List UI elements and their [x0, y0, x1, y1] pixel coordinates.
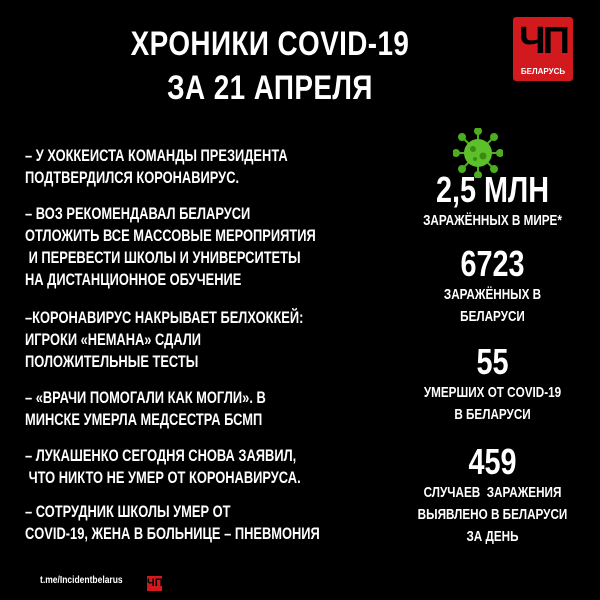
stat-label: ЗАРАЖЁННЫХ В	[443, 286, 542, 303]
logo-mark: ЧП	[518, 20, 567, 62]
news-line: – У ХОККЕИСТА КОМАНДЫ ПРЕЗИДЕНТА	[25, 147, 288, 165]
news-line: –КОРОНАВИРУС НАКРЫВАЕТ БЕЛХОККЕЙ:	[25, 309, 304, 327]
stat-label: БЕЛАРУСИ	[460, 308, 525, 325]
news-item	[25, 445, 306, 489]
news-line: ИГРОКИ «НЕМАНА» СДАЛИ	[25, 331, 202, 349]
stat-label: В БЕЛАРУСИ	[454, 406, 531, 423]
news-item	[25, 203, 316, 291]
stat-label: СЛУЧАЕВ ЗАРАЖЕНИЯ	[423, 484, 562, 501]
stat-block	[385, 342, 600, 426]
news-line: – ЛУКАШЕНКО СЕГОДНЯ СНОВА ЗАЯВИЛ,	[25, 447, 297, 465]
stat-value: 2,5 МЛН	[435, 169, 550, 210]
news-line: И ПЕРЕВЕСТИ ШКОЛЫ И УНИВЕРСИТЕТЫ	[25, 249, 301, 267]
footer-link[interactable]: t.me/Incidentbelarus	[40, 575, 123, 586]
brand-logo	[513, 17, 573, 81]
news-line: COVID-19, ЖЕНА В БОЛЬНИЦЕ – ПНЕВМОНИЯ	[25, 525, 320, 543]
footer-logo: ЧП	[147, 577, 163, 589]
stat-label: ВЫЯВЛЕНО В БЕЛАРУСИ	[417, 506, 568, 523]
stat-value: 459	[468, 441, 517, 482]
news-line: ОТЛОЖИТЬ ВСЕ МАССОВЫЕ МЕРОПРИЯТИЯ	[25, 227, 316, 245]
news-item	[25, 307, 306, 373]
news-line: МИНСКЕ УМЕРЛА МЕДСЕСТРА БСМП	[25, 411, 263, 429]
news-item	[25, 145, 306, 189]
stat-value: 6723	[460, 243, 525, 284]
news-line: ПОЛОЖИТЕЛЬНЫЕ ТЕСТЫ	[25, 353, 199, 371]
news-line: ПОДТВЕРДИЛСЯ КОРОНАВИРУС.	[25, 169, 240, 187]
logo-country: БЕЛАРУСЬ	[520, 67, 566, 76]
news-line: – СОТРУДНИК ШКОЛЫ УМЕР ОТ	[25, 503, 231, 521]
stat-block	[385, 244, 600, 328]
page-title	[49, 22, 492, 110]
stat-value: 55	[476, 341, 509, 382]
news-line: ЧТО НИКТО НЕ УМЕР ОТ КОРОНАВИРУСА.	[25, 469, 301, 487]
stat-label: ЗА ДЕНЬ	[466, 528, 519, 545]
stats-panel	[385, 170, 600, 558]
title-line-1: ХРОНИКИ COVID-19	[130, 25, 410, 63]
news-line: – ВОЗ РЕКОМЕНДАВАЛ БЕЛАРУСИ	[25, 205, 251, 223]
stat-label: ЗАРАЖЁННЫХ В МИРЕ*	[423, 212, 562, 229]
news-item	[25, 387, 306, 431]
news-list	[25, 145, 385, 557]
news-line: НА ДИСТАНЦИОННОЕ ОБУЧЕНИЕ	[25, 271, 242, 289]
news-line: – «ВРАЧИ ПОМОГАЛИ КАК МОГЛИ». В	[25, 389, 266, 407]
news-item	[25, 501, 320, 545]
title-line-2: ЗА 21 АПРЕЛЯ	[167, 69, 373, 107]
stat-label: УМЕРШИХ ОТ COVID-19	[423, 384, 562, 401]
stat-block	[385, 170, 600, 232]
stat-block	[385, 442, 600, 548]
